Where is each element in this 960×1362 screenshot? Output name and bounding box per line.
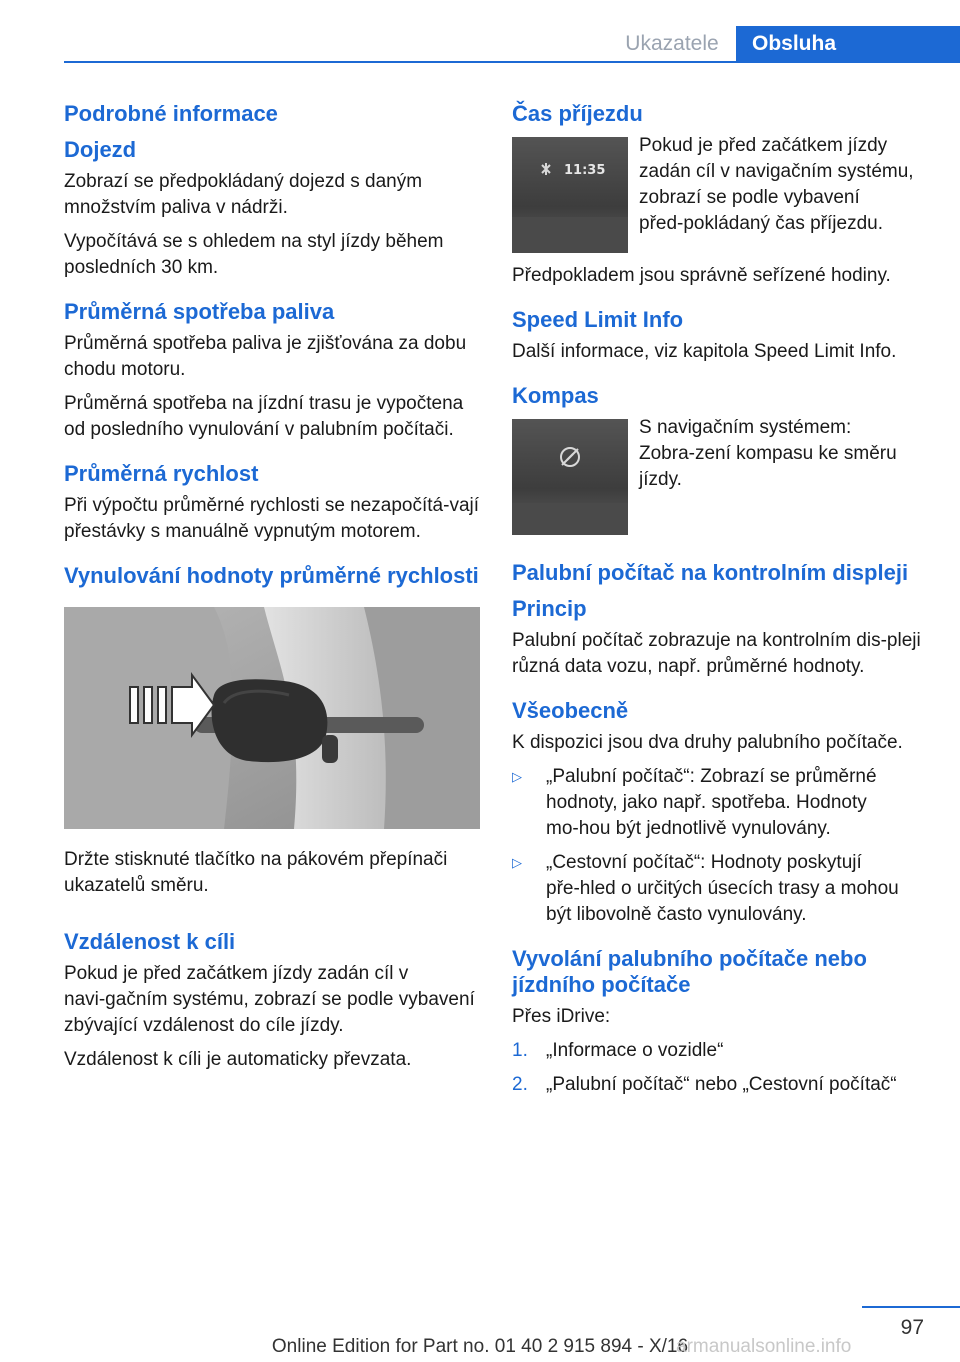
heading-prumerna-rychlost: Průměrná rychlost <box>64 461 259 486</box>
arrival-time-text: 11:35 <box>564 163 606 178</box>
paragraph: Průměrná spotřeba paliva je zjišťována za dobu chodu motoru. <box>64 333 467 380</box>
paragraph: Palubní počítač zobrazuje na kontrolním dis‑pleji různá data vozu, např. průměrné hodnoty. <box>512 630 921 677</box>
paragraph: K dispozici jsou dva druhy palubního počítače. <box>512 732 903 753</box>
list-item-text: „Informace o vozidle“ <box>546 1040 724 1061</box>
step-number: 2. <box>512 1074 528 1095</box>
header-tabs <box>0 26 960 62</box>
tab-obsluha[interactable]: Obsluha <box>736 26 960 62</box>
numbered-list <box>512 1038 928 1098</box>
compass-block <box>512 415 928 531</box>
paragraph: Pokud je před začátkem jízdy zadán cíl v navi‑gačním systému, zobrazí se podle vybavení zbývající vzdálenost do cíle jízdy. <box>64 963 475 1036</box>
tab-ukazatele[interactable]: Ukazatele <box>625 32 719 55</box>
list-item <box>512 764 928 842</box>
arrival-time-block <box>512 133 928 249</box>
heading-vzdalenost: Vzdálenost k cíli <box>64 929 236 954</box>
paragraph: Předpokladem jsou správně seřízené hodiny. <box>512 265 891 286</box>
paragraph: S navigačním systémem: Zobra‑zení kompasu ke směru jízdy. <box>639 417 897 490</box>
paragraph: Vzdálenost k cíli je automaticky převzata. <box>64 1049 412 1070</box>
bullet-list <box>512 764 928 928</box>
list-item <box>512 1038 928 1064</box>
list-item <box>512 850 928 928</box>
footer-rule <box>862 1306 960 1308</box>
section-title-palubni-pocitac: Palubní počítač na kontrolním displeji <box>512 560 909 585</box>
heading-vynulovani: Vynulování hodnoty průměrné rychlosti <box>64 563 479 588</box>
edition-note: Online Edition for Part no. 01 40 2 915 894 - X/16 <box>271 1336 689 1357</box>
page-number: 97 <box>900 1316 924 1339</box>
turn-signal-lever-photo <box>64 607 480 829</box>
heading-speed-limit-info: Speed Limit Info <box>512 307 684 332</box>
list-item-text: „Cestovní počítač“: Hodnoty poskytují pře‑hled o určitých úsecích trasy a mohou být libovolně často vynulovány. <box>546 852 899 925</box>
paragraph: Vypočítává se s ohledem na styl jízdy během posledních 30 km. <box>64 231 444 278</box>
list-item <box>512 1072 928 1098</box>
compass-display <box>512 419 628 535</box>
right-column <box>512 100 928 1106</box>
section-title-podrobne: Podrobné informace <box>64 101 278 126</box>
left-column <box>64 100 480 1081</box>
arrival-time-display <box>512 137 628 253</box>
list-item-text: „Palubní počítač“ nebo „Cestovní počítač“ <box>546 1074 897 1095</box>
paragraph: Zobrazí se předpokládaný dojezd s daným množstvím paliva v nádrži. <box>64 171 423 218</box>
heading-dojezd: Dojezd <box>64 137 137 162</box>
heading-vseobecne: Všeobecně <box>512 698 629 723</box>
paragraph: Další informace, viz kapitola Speed Limit Info. <box>512 341 897 362</box>
paragraph: Při výpočtu průměrné rychlosti se nezapočítá‑vají přestávky s manuálně vypnutým motorem. <box>64 495 480 542</box>
triangle-bullet-icon: ▷ <box>512 855 522 870</box>
heading-princip: Princip <box>512 596 587 621</box>
paragraph: Držte stisknuté tlačítko na pákovém přepínači ukazatelů směru. <box>64 849 448 896</box>
paragraph: Pokud je před začátkem jízdy zadán cíl v navigačním systému, zobrazí se podle vybavení před‑pokládaný čas příjezdu. <box>639 135 914 234</box>
paragraph: Průměrná spotřeba na jízdní trasu je vypočtena od posledního vynulování v palubním počítači. <box>64 393 464 440</box>
heading-prumerna-spotreba: Průměrná spotřeba paliva <box>64 299 335 324</box>
heading-cas-prijezdu: Čas příjezdu <box>512 101 643 126</box>
step-number: 1. <box>512 1040 528 1061</box>
list-item-text: „Palubní počítač“: Zobrazí se průměrné hodnoty, jako např. spotřeba. Hodnoty mo‑hou být jednotlivě vynulovány. <box>546 766 877 839</box>
heading-vyvolani: Vyvolání palubního počítače nebo jízdního počítače <box>512 946 867 997</box>
triangle-bullet-icon: ▷ <box>512 769 522 784</box>
watermark: armanualsonline.info <box>676 1336 852 1357</box>
paragraph: Přes iDrive: <box>512 1006 611 1027</box>
header-rule <box>64 61 960 63</box>
heading-kompas: Kompas <box>512 383 599 408</box>
